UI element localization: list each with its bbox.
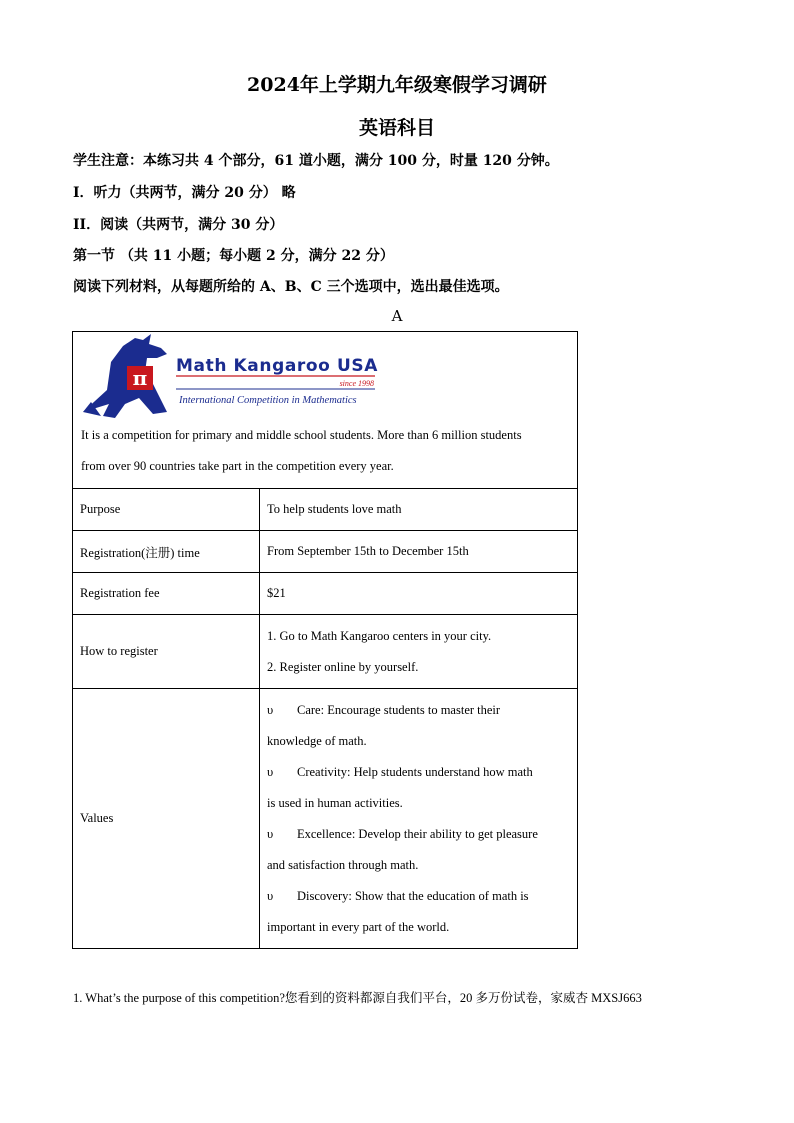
section-one-heading: 第一节 （共 11 小题；每小题 2 分，满分 22 分）	[73, 248, 394, 264]
table-row	[73, 689, 578, 949]
list-item-continuation: knowledge of math.	[267, 733, 367, 748]
table-row	[73, 531, 578, 573]
passage-label: A	[391, 307, 403, 325]
bullet-icon: υ	[267, 702, 274, 717]
values-list	[260, 689, 578, 949]
how-to-register-label: How to register	[73, 615, 260, 689]
registration-fee-value: $21	[260, 573, 578, 615]
kangaroo-logo-icon	[73, 332, 403, 420]
info-table	[72, 331, 578, 949]
list-item-continuation: and satisfaction through math.	[267, 857, 419, 872]
table-row	[73, 573, 578, 615]
registration-time-label: Registration(注册) time	[73, 531, 260, 573]
bullet-icon: υ	[267, 888, 274, 903]
reading-directions: 阅读下列材料，从每题所给的 A、B、C 三个选项中，选出最佳选项。	[73, 279, 509, 295]
intro-line: from over 90 countries take part in the competition every year.	[81, 459, 394, 473]
bullet-icon: υ	[267, 826, 274, 841]
table-row	[73, 489, 578, 531]
registration-fee-label: Registration fee	[73, 573, 260, 615]
list-item: 2. Register online by yourself.	[267, 659, 419, 674]
part-one-heading: I．听力（共两节，满分 20 分） 略	[73, 185, 296, 201]
intro-text	[73, 420, 577, 482]
part-two-heading: II．阅读（共两节，满分 30 分）	[73, 217, 284, 233]
registration-time-value: From September 15th to December 15th	[260, 531, 578, 573]
banner-cell	[73, 332, 578, 489]
list-item: υ Care: Encourage students to master their	[267, 695, 570, 726]
list-item: υ Creativity: Help students understand how math	[267, 757, 570, 788]
values-label: Values	[73, 689, 260, 949]
logo-name: Math Kangaroo USA	[176, 356, 378, 376]
purpose-value: To help students love math	[260, 489, 578, 531]
logo-since: since 1998	[339, 379, 374, 388]
page-title: 2024年上学期九年级寒假学习调研	[247, 74, 547, 96]
intro-line: It is a competition for primary and middle school students. More than 6 million students	[81, 428, 522, 442]
list-item-continuation: is used in human activities.	[267, 795, 403, 810]
table-row	[73, 615, 578, 689]
subject-title: 英语科目	[358, 117, 435, 139]
bullet-icon: υ	[267, 764, 274, 779]
list-item: 1. Go to Math Kangaroo centers in your city.	[267, 628, 492, 643]
question-1: 1. What’s the purpose of this competition?您看到的资料都源自我们平台，20 多万份试卷，家威杏 MXSJ663	[73, 991, 642, 1005]
purpose-label: Purpose	[73, 489, 260, 531]
student-notice: 学生注意：本练习共 4 个部分，61 道小题，满分 100 分，时量 120 分钟。	[73, 153, 559, 169]
pi-symbol: π	[132, 366, 148, 390]
logo-tagline: International Competition in Mathematics	[179, 395, 357, 406]
math-kangaroo-logo	[73, 332, 577, 420]
how-to-register-value	[260, 615, 578, 689]
list-item-continuation: important in every part of the world.	[267, 919, 450, 934]
list-item: υ Discovery: Show that the education of math is	[267, 881, 570, 912]
list-item: υ Excellence: Develop their ability to get pleasure	[267, 819, 570, 850]
